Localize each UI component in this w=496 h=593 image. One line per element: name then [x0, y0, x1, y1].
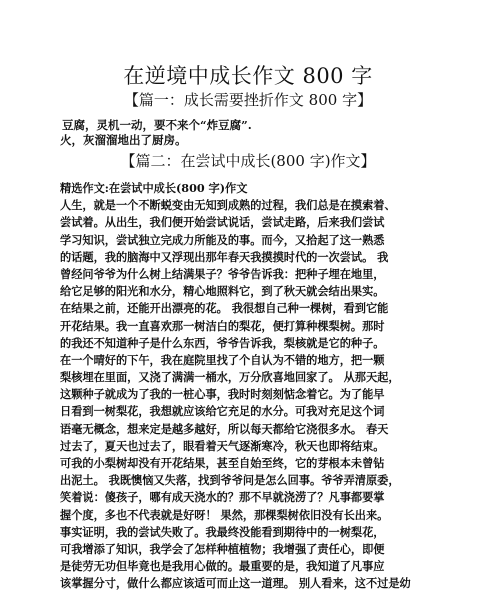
document-title: 在逆境中成长作文 800 字 — [123, 64, 373, 88]
body-line: 握个度，多也不代表就是好呀！ 果然，那棵梨树依旧没有长出来。 — [60, 507, 389, 522]
body-line: 是徒劳无功但毕竟也是我用心做的。最重要的是，我知道了凡事应 — [60, 559, 385, 574]
section-heading-2: 【篇二：在尝试中成长(800 字)作文】 — [120, 152, 376, 170]
body-line: 笑着说：傻孩子，哪有成天浇水的？那不早就浇涝了？凡事都要掌 — [60, 490, 385, 505]
section-heading-1: 【篇一：成长需要挫折作文 800 字】 — [123, 91, 373, 109]
intro-text — [62, 118, 482, 148]
body-line: 语毫无概念，想来定是越多越好，所以每天都给它浇很多水。 春天 — [60, 421, 389, 436]
body-line: 人生，就是一个不断蜕变由无知到成熟的过程，我们总是在摸索着、 — [60, 198, 396, 213]
body-line: 学习知识，尝试独立完成力所能及的事。而今，又拾起了这一熟悉 — [60, 232, 385, 247]
body-line: 精选作文:在尝试中成长(800 字)作文 — [60, 181, 248, 195]
body-line: 的话题，我的脑海中又浮现出那年春天我摸摸时代的一次尝试。 我 — [60, 249, 389, 264]
body-line: 日看到一树梨花，我想就应该给它充足的水分。可我对充足这个词 — [60, 404, 385, 419]
body-line: 开花结果。我一直喜欢那一树洁白的梨花，便打算种棵梨树。那时 — [60, 318, 385, 333]
body-line: 在一个晴好的下午，我在庭院里找了个自认为不错的地方，把一颗 — [60, 352, 385, 367]
body-line: 过去了，夏天也过去了，眼看着天气逐渐寒冷，秋天也即将结束。 — [60, 438, 385, 453]
body-line: 该掌握分寸，做什么都应该适可而止这一道理。 别人看来，这不过是幼 — [60, 576, 411, 591]
intro-line: 豆腐，灵机一动，要不来个“炸豆腐”. — [62, 118, 252, 132]
body-line: 事实证明，我的尝试失败了。我最终没能看到期待中的一树梨花， — [60, 524, 385, 539]
body-line: 可我的小梨树却没有开花结果，甚至自始至终，它的芽根本未曾钻 — [60, 456, 385, 470]
body-line: 这颗种子就成为了我的一桩心事，我时时刻刻惦念着它。为了能早 — [60, 387, 385, 402]
body-line: 梨核埋在里面，又浇了满满一桶水，万分欣喜地回家了。 从那天起， — [60, 370, 400, 385]
intro-line: 火，灰溜溜地出了厨房。 — [60, 133, 187, 147]
body-line: 在结果之前，还能开出漂亮的花。 我很想自己种一棵树，看到它能 — [60, 301, 389, 316]
body-line: 曾经问爷爷为什么树上结满果子？爷爷告诉我：把种子埋在地里， — [60, 266, 385, 281]
body-line: 出泥土。 我既懊恼又失落，找到爷爷问是怎么回事。爷爷弄清原委， — [60, 473, 400, 488]
body-line: 给它足够的阳光和水分，精心地照料它，到了秋天就会结出果实。 — [60, 284, 385, 299]
body-line: 可我增添了知识，我学会了怎样种植植物；我增强了责任心，即便 — [60, 541, 385, 556]
body-line: 的我还不知道种子是什么东西，爷爷告诉我，梨核就是它的种子。 — [60, 335, 385, 350]
body-text — [60, 180, 488, 593]
body-line: 尝试着。从出生，我们便开始尝试说话，尝试走路，后来我们尝试 — [60, 215, 385, 230]
